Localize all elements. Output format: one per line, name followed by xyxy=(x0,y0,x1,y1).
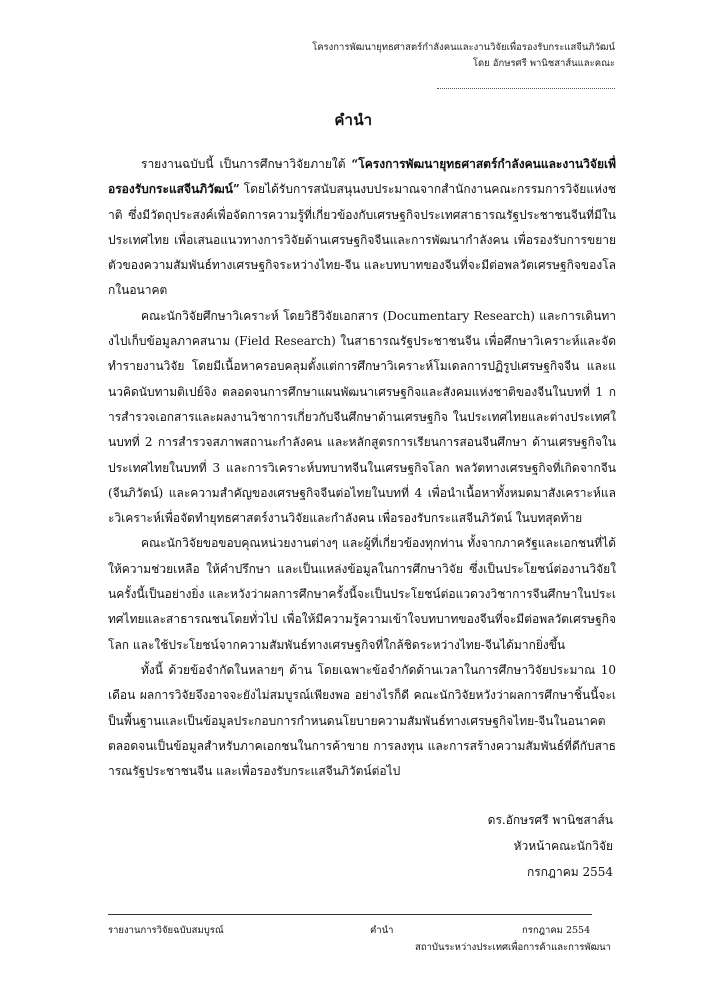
signature-block xyxy=(488,807,613,885)
signer-role: หัวหน้าคณะนักวิจัย xyxy=(513,839,613,853)
paragraph-4: ทั้งนี้ ด้วยข้อจำกัดในหลายๆ ด้าน โดยเฉพาะข้อจำกัดด้านเวลาในการศึกษาวิจัยประมาณ 10 เดือน ผลการวิจัยจึงอาจจะยังไม่สมบูรณ์เพียงพอ อย่างไรก็ดี คณะนักวิจัยหวังว่าผลการศึกษาชิ้นนี้จะเป็นพื้นฐานและเป็นข้อมูลประกอบการกำหนดนโยบายความสัมพันธ์ทางเศรษฐกิจไทย-จีนในอนาคต ตลอดจนเป็นข้อมูลสำหรับภาคเอกชนในการค้าขาย การลงทุน และการสร้างความสัมพันธ์ที่ดีกับสาธารณรัฐประชาชนจีน และเพื่อรองรับกระแสจีนภิวัตน์ต่อไป xyxy=(108,662,616,779)
footer-rule xyxy=(108,914,592,915)
footer-report-type: รายงานการวิจัยฉบับสมบูรณ์ xyxy=(108,925,224,936)
header-dotted-rule xyxy=(437,88,615,89)
signer-name: ดร.อักษรศรี พานิชสาส์น xyxy=(487,813,613,827)
footer-section-name: คำนำ xyxy=(370,925,394,936)
paragraph-1-lead: รายงานฉบับนี้ เป็นการศึกษาวิจัยภายใต้ xyxy=(141,157,352,171)
page-title: คำนำ xyxy=(334,111,373,129)
header-project-title: โครงการพัฒนายุทธศาสตร์กำลังคนและงานวิจัยเพื่อรองรับกระแสจีนภิวัฒน์ xyxy=(312,42,615,53)
paragraph-1-rest: โดยได้รับการสนับสนุนงบประมาณจากสำนักงานคณะกรรมการวิจัยแห่งชาติ ซึ่งมีวัตถุประสงค์เพื่อจัดการความรู้ที่เกี่ยวข้องกับเศรษฐกิจประเทศสาธารณรัฐประชาชนจีนที่มีในประเทศไทย เพื่อเสนอแนวทางการวิจัยด้านเศรษฐกิจจีนและการพัฒนากำลังคน เพื่อรองรับการขยายตัวของความสัมพันธ์ทางเศรษฐกิจระหว่างไทย-จีน และบทบาทของจีนที่จะมีต่อพลวัตเศรษฐกิจของโลกในอนาคต xyxy=(108,182,616,298)
footer-date: กรกฎาคม 2554 xyxy=(522,925,591,936)
paragraph-2: คณะนักวิจัยศึกษาวิเคราะห์ โดยวิธีวิจัยเอกสาร (Documentary Research) และการเดินทางไปเก็บข้อมูลภาคสนาม (Field Research) ในสาธารณรัฐประชาชนจีน เพื่อศึกษาวิเคราะห์และจัดทำรายงานวิจัย โดยมีเนื้อหาครอบคลุมตั้งแต่การศึกษาวิเคราะห์โมเดลการปฏิรูปเศรษฐกิจจีน และแนวคิดนับทามติเปย์จิง ตลอดจนการศึกษาแผนพัฒนาเศรษฐกิจและสังคมแห่งชาติของจีนในบทที่ 1 การสำรวจเอกสารและผลงานวิชาการเกี่ยวกับจีนศึกษาด้านเศรษฐกิจ ในประเทศไทยและต่างประเทศในบทที่ 2 การสำรวจสภาพสถานะกำลังคน และหลักสูตรการเรียนการสอนจีนศึกษา ด้านเศรษฐกิจในประเทศไทยในบทที่ 3 และการวิเคราะห์บทบาทจีนในเศรษฐกิจโลก พลวัตทางเศรษฐกิจที่เกิดจากจีน (จีนภิวัตน์) และความสำคัญของเศรษฐกิจจีนต่อไทยในบทที่ 4 เพื่อนำเนื้อหาทั้งหมดมาสังเคราะห์และวิเคราะห์เพื่อจัดทำยุทธศาสตร์งานวิจัยและกำลังคน เพื่อรองรับกระแสจีนภิวัตน์ ในบทสุดท้าย xyxy=(108,308,616,526)
project-name-bold: “โครงการพัฒนายุทธศาสตร์กำลังคนและงานวิจัยเพื่อรองรับกระแสจีนภิวัฒน์” xyxy=(108,157,616,197)
paragraph-1 xyxy=(108,152,616,304)
body-text xyxy=(108,152,616,784)
header-author: โดย อักษรศรี พานิชสาส์นและคณะ xyxy=(472,58,615,69)
signature-date: กรกฎาคม 2554 xyxy=(526,865,613,879)
footer-organization: สถาบันระหว่างประเทศเพื่อการค้าและการพัฒนา xyxy=(415,942,611,953)
paragraph-3: คณะนักวิจัยขอขอบคุณหน่วยงานต่างๆ และผู้ที่เกี่ยวข้องทุกท่าน ทั้งจากภาครัฐและเอกชนที่ได้ให้ความช่วยเหลือ ให้คำปรึกษา และเป็นแหล่งข้อมูลในการศึกษาวิจัย ซึ่งเป็นประโยชน์ต่องานวิจัยในครั้งนี้เป็นอย่างยิ่ง และหวังว่าผลการศึกษาครั้งนี้จะเป็นประโยชน์ต่อแวดวงวิชาการจีนศึกษาในประเทศไทยและสาธารณชนโดยทั่วไป เพื่อให้มีความรู้ความเข้าใจบทบาทของจีนที่จะมีต่อพลวัตเศรษฐกิจโลก และใช้ประโยชน์จากความสัมพันธ์ทางเศรษฐกิจที่ใกล้ชิดระหว่างไทย-จีนได้มากยิ่งขึ้น xyxy=(108,536,616,652)
running-header xyxy=(312,40,615,72)
